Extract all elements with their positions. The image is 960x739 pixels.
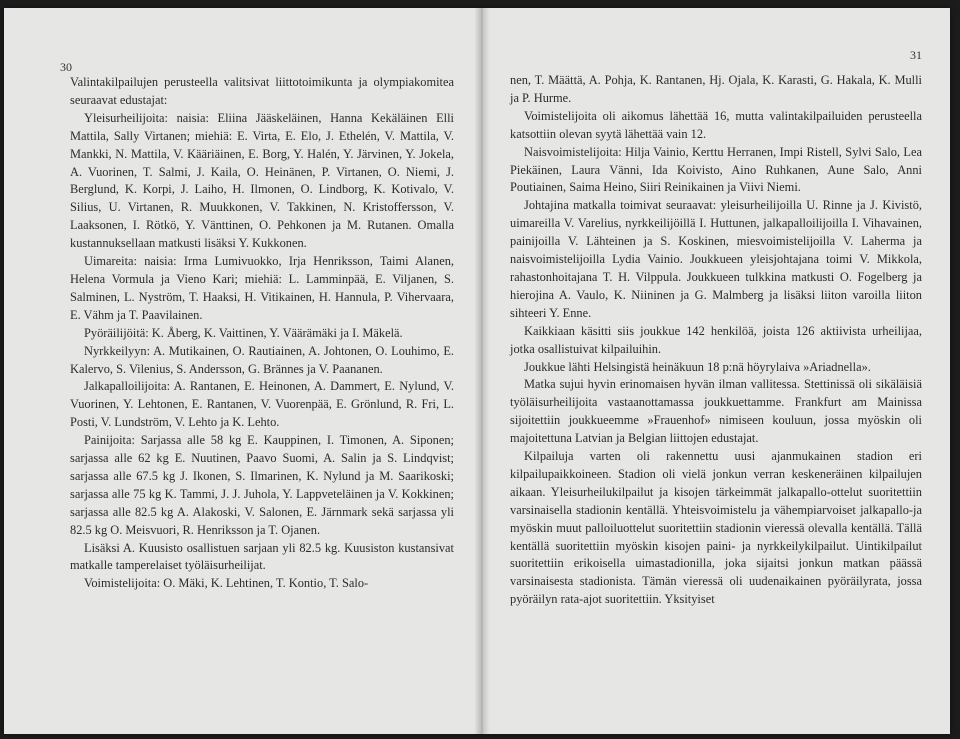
paragraph: Voimistelijoita oli aikomus lähettää 16, mutta valintakilpailuiden perusteella katsottiin olevan syytä lähettää vain 12. (510, 108, 922, 141)
left-page-text (70, 74, 454, 593)
paragraph: Uimareita: naisia: Irma Lumivuokko, Irja Henriksson, Taimi Alanen, Helena Vormula ja Vieno Kari; miehiä: L. Lamminpää, E. Viljanen, S. Salminen, L. Nyström, T. Haaksi, H. Vitikainen, H. Hannula, P. Vihervaara, E. Vähm ja T. Paavilainen. (70, 254, 454, 322)
paragraph: Matka sujui hyvin erinomaisen hyvän ilman vallitessa. Stettinissä oli sikäläisiä työläisurheilijoita vastaanottamassa joukkuettamme. Frankfurt am Mainissa sijoitettiin joukkueemme »Frauenhof» nimiseen kouluun, jossa myöskin oli majoitettuna Latvian ja Belgian liittojen edustajat. (510, 377, 922, 446)
paragraph: Painijoita: Sarjassa alle 58 kg E. Kauppinen, I. Timonen, A. Siponen; sarjassa alle 62 kg E. Nuutinen, Paavo Suomi, A. Salin ja S. Lindqvist; sarjassa alle 67.5 kg J. Ikonen, S. Ilmarinen, K. Nylund ja M. Saarikoski; sarjassa alle 75 kg K. Tammi, J. J. Juhola, Y. Lappveteläinen ja V. Kokkinen; sarjassa alle 82.5 kg A. Alakoski, V. Salonen, E. Järnmark sekä sarjassa yli 82.5 kg O. Meisvuori, R. Henriksson ja T. Ojanen. (70, 433, 454, 537)
paragraph: Valintakilpailujen perusteella valitsivat liittotoimikunta ja olympiakomitea seuraavat edustajat: (70, 75, 454, 107)
paragraph: Lisäksi A. Kuusisto osallistuen sarjaan yli 82.5 kg. Kuusiston kustansivat matkalle tamperelaiset työläisurheilijat. (70, 540, 454, 573)
paragraph: nen, T. Määttä, A. Pohja, K. Rantanen, Hj. Ojala, K. Karasti, G. Hakala, K. Mulli ja P. Hurme. (510, 73, 922, 105)
paragraph: Joukkue lähti Helsingistä heinäkuun 18 p:nä höyrylaiva »Ariadnella». (524, 359, 871, 374)
page-number-right: 31 (910, 48, 922, 62)
left-page (4, 8, 474, 734)
paragraph: Yleisurheilijoita: naisia: Eliina Jääskeläinen, Hanna Kekäläinen Elli Mattila, Sally Virtanen; miehiä: E. Virta, E. Elo, J. Ethelén, V. Mattila, V. Mankki, N. Mattila, V. Kääriäinen, E. Borg, Y. Halén, Y. Järvinen, Y. Jokela, A. Vuorinen, T. Salmi, J. Kaila, O. Heinänen, P. Virtanen, O. Niemi, J. Berglund, K. Korpi, J. Laiho, H. Ilmonen, O. Lindborg, K. Kotivalo, V. Silius, U. Virtanen, R. Muukkonen, V. Takkinen, N. Kristoffersson, V. Laaksonen, I. Rötkö, Y. Vänttinen, O. Pehkonen ja M. Rutanen. Omalla kustannuksellaan matkusti lisäksi Y. Kukkonen. (70, 110, 454, 251)
paragraph: Kilpailuja varten oli rakennettu uusi ajanmukainen stadion eri kilpailupaikkoineen. Stadion oli vielä jonkun verran keskeneräinen kilpailujen aikaan. Yleisurheilukilpailut ja kisojen tärkeimmät jalkapallo-ottelut suoritettiin varsinaisella stadionin kentällä. Yhteisvoimistelu ja vähempiarvoiset jalkapallo-ja myöskin muut palloiluottelut suoritettiin stadionin vieressä olevalla kentällä. Tällä kentällä suoritettiin myöskin kisojen paini- ja nyrkkeilykilpailut. Uintikilpailut suoritettiin erikoisella uimastadionilla, joka sijaitsi jonkun matkan päässä varsinaisesta stadionista. Tämän vieressä oli uudenaikainen pyöräilyrata, jossa pyöräilyn rata-ajot suoritettiin. Yksityiset (510, 449, 922, 607)
book-gutter (474, 8, 490, 734)
paragraph: Pyöräilijöitä: K. Åberg, K. Vaittinen, Y. Väärämäki ja I. Mäkelä. (84, 325, 403, 340)
paragraph: Nyrkkeilyyn: A. Mutikainen, O. Rautiainen, A. Johtonen, O. Louhimo, E. Kalervo, S. Vilenius, S. Andersson, G. Brännes ja V. Paananen. (70, 343, 454, 376)
right-page (490, 8, 950, 734)
paragraph: Voimistelijoita: O. Mäki, K. Lehtinen, T. Kontio, T. Salo- (84, 576, 369, 591)
paragraph: Jalkapalloilijoita: A. Rantanen, E. Heinonen, A. Dammert, E. Nylund, V. Vuorinen, Y. Lehtonen, E. Rantanen, V. Vuorenpää, E. Grönlund, R. Fri, L. Posti, V. Lundström, V. Lehto ja K. Lehto. (70, 379, 454, 430)
right-page-text (510, 72, 922, 609)
paragraph: Kaikkiaan käsitti siis joukkue 142 henkilöä, joista 126 aktiivista urheilijaa, jotka osallistuivat kilpailuihin. (510, 323, 922, 356)
paragraph: Johtajina matkalla toimivat seuraavat: yleisurheilijoilla U. Rinne ja J. Kivistö, uimareilla V. Varelius, nyrkkeilijöillä I. Huttunen, jalkapalloilijoilla I. Vihavainen, painijoilla V. Lähteinen ja S. Koskinen, miesvoimistelijoilla V. Laherma ja naisvoimistelijoilla Lydia Vainio. Joukkueen yleisjohtajana toimi V. Mikkola, rahastonhoitajana T. H. Vilppula. Joukkueen tulkkina matkusti O. Fogelberg ja hierojina A. Vaulo, K. Niininen ja G. Malmberg ja lisäksi liiton varoilla liiton sihteeri Y. Enne. (510, 198, 922, 320)
paragraph: Naisvoimistelijoita: Hilja Vainio, Kerttu Herranen, Impi Ristell, Sylvi Salo, Lea Piekäinen, Laura Vänni, Ida Koivisto, Aino Ruhkanen, Aune Salo, Anni Poutiainen, Saima Heino, Siiri Reinikainen ja Viivi Niemi. (510, 144, 922, 195)
book-spread (4, 8, 950, 734)
page-number-left: 30 (60, 60, 72, 74)
